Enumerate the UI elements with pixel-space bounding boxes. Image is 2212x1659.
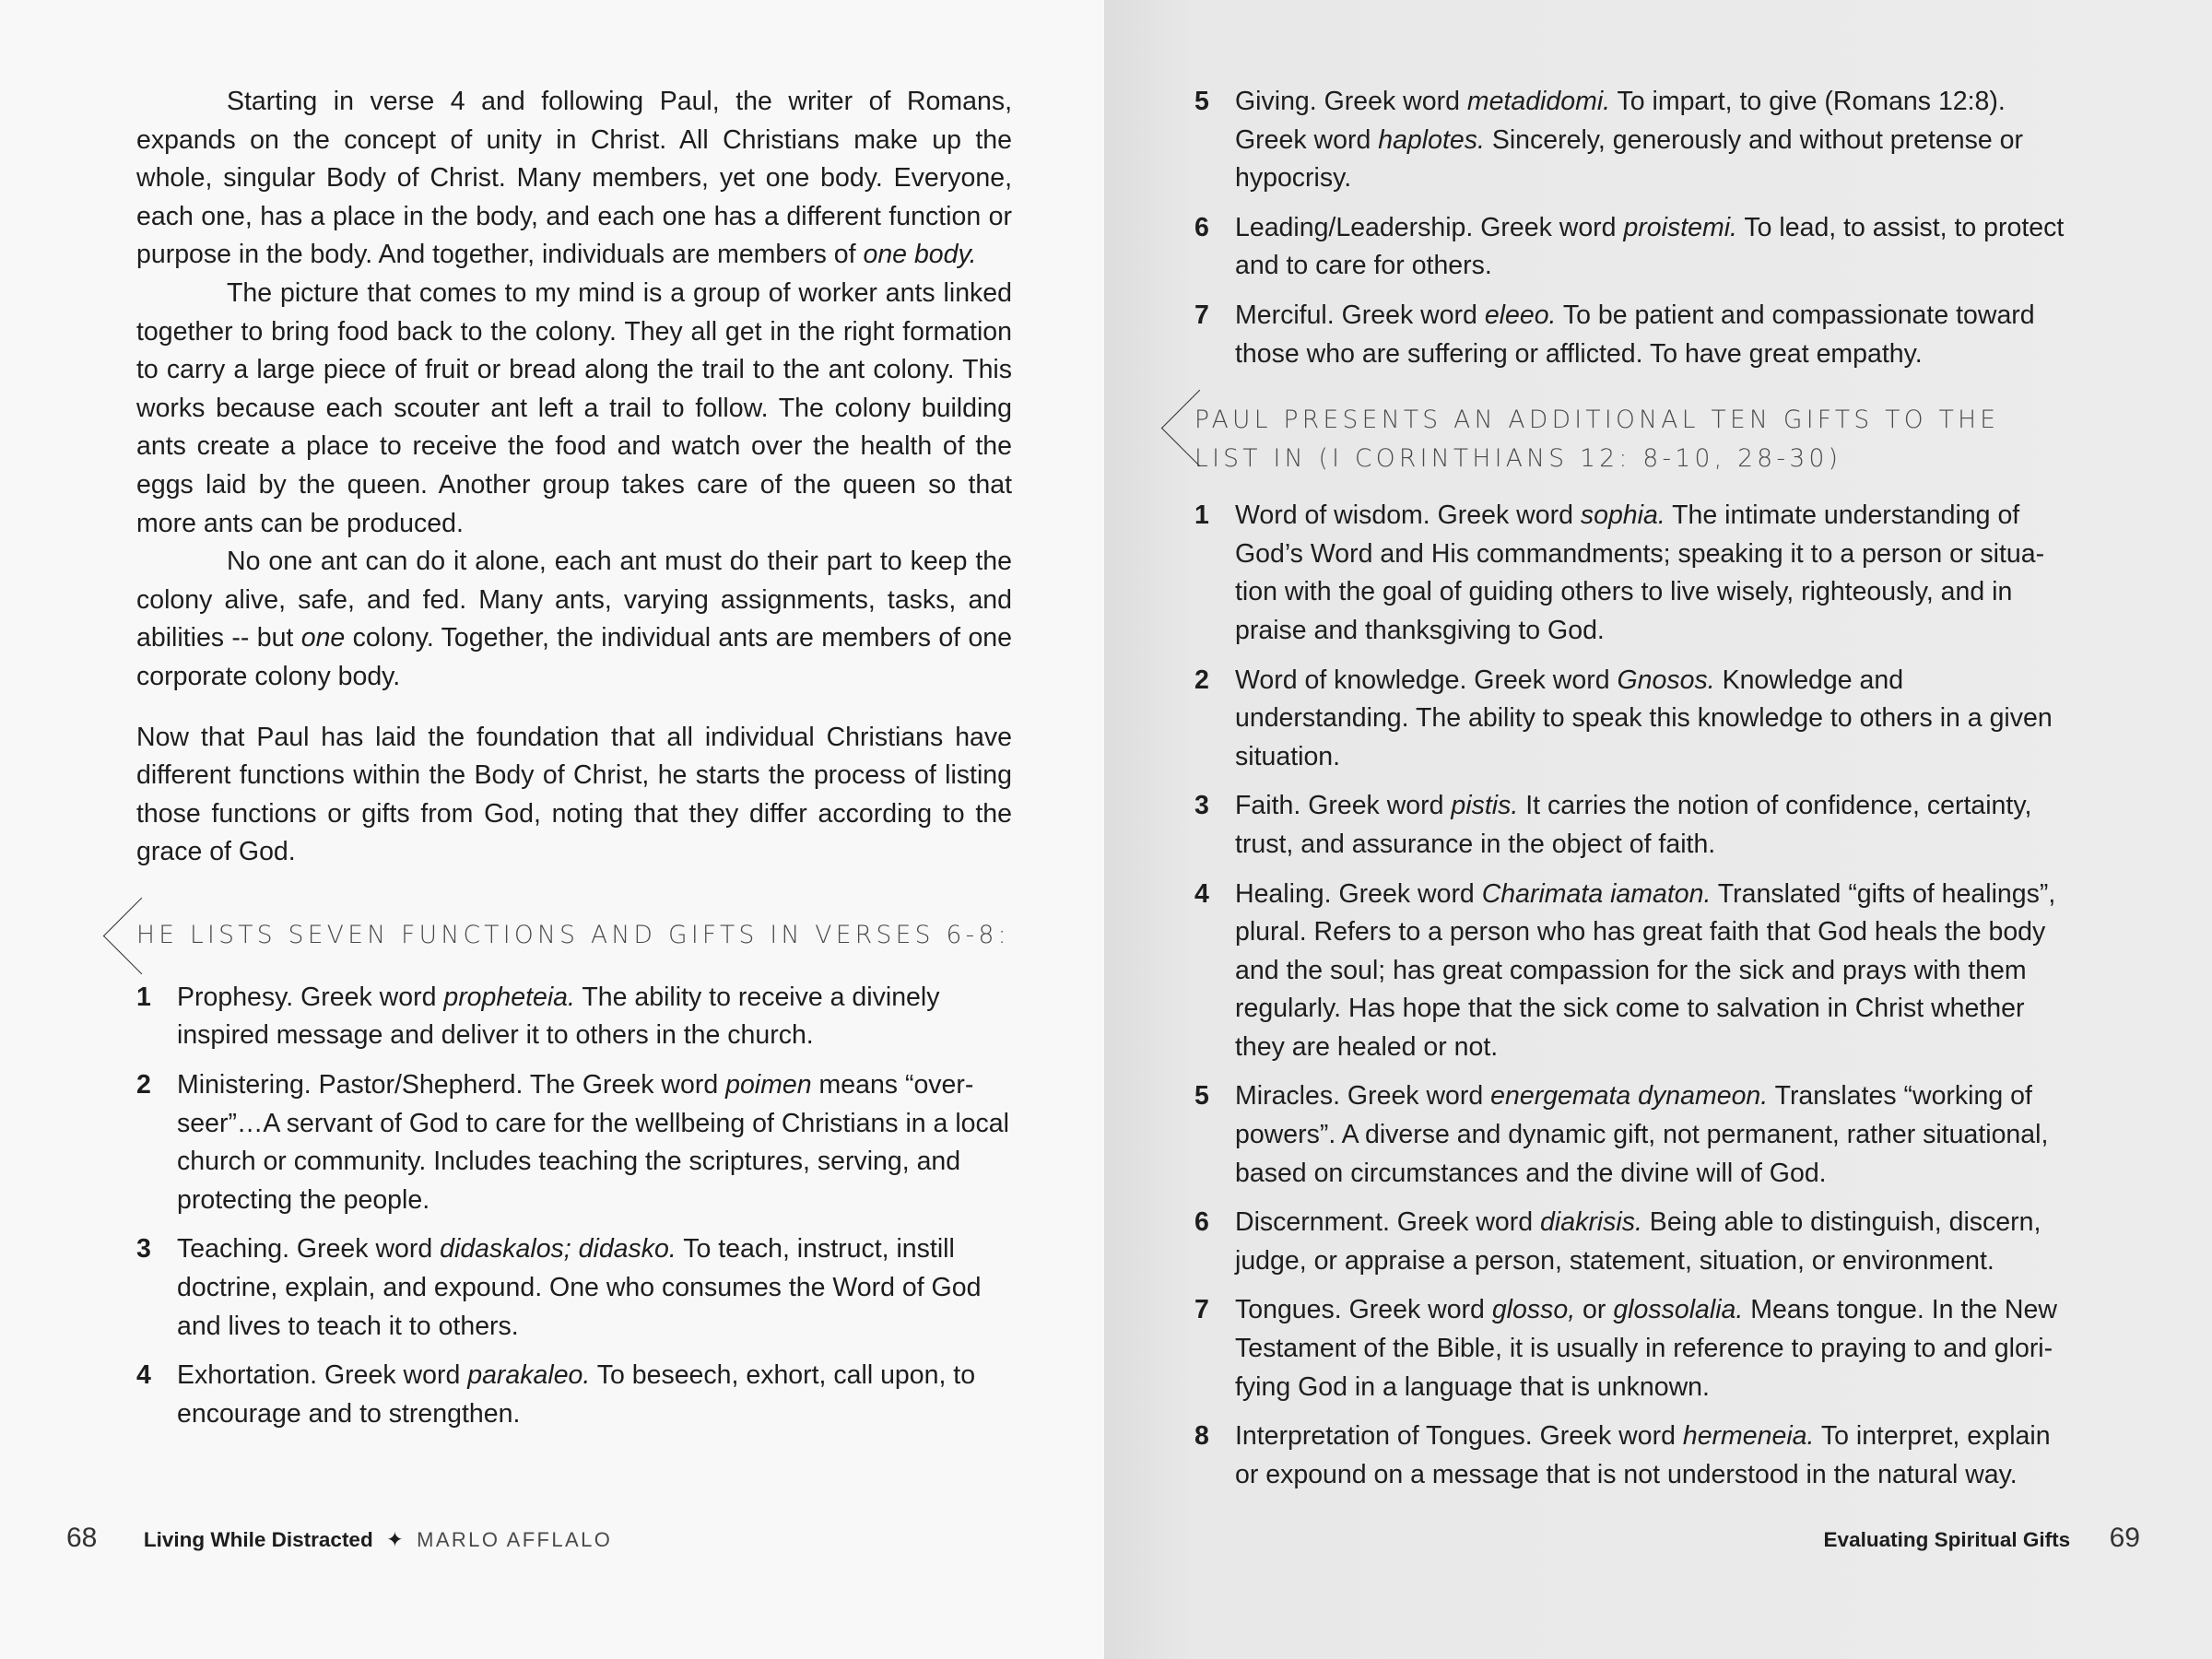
list-item: 4 Healing. Greek word Charimata iamaton. Translated “gifts of healings”, plural. Refers to a person who has great faith that God heals the body and the soul; has great compassion for the sick and prays with them regularly. Has hope that the sick come to salvation in Christ whether they are healed or not. [1194,876,2070,1067]
list-item: 6 Leading/Leadership. Greek word proistemi. To lead, to assist, to protect and to care for others. [1194,209,2070,286]
right-page [1104,0,2212,1659]
item-number: 1 [136,982,151,1012]
item-number: 8 [1194,1421,1209,1452]
item-number: 7 [1194,300,1209,330]
left-footer [66,1523,612,1556]
list-item: 1 Prophesy. Greek word propheteia. The ability to receive a divinely inspired message and deliver it to others in the church. [136,979,1012,1055]
diamond-ornament-icon [103,898,180,974]
additional-gift-list [1194,497,2070,1494]
section-heading [136,916,1012,955]
page-number: 69 [2109,1523,2140,1553]
item-number: 2 [1194,665,1209,695]
section-heading [1194,401,2070,478]
chapter-title: Evaluating Spiritual Gifts [1823,1528,2071,1551]
list-item: 3 Faith. Greek word pistis. It carries the notion of confidence, certainty, trust, and assurance in the object of faith. [1194,787,2070,864]
item-number: 6 [1194,212,1209,242]
item-number: 6 [1194,1207,1209,1238]
paragraph: The picture that comes to my mind is a group of worker ants linked together to bring food back to the colony. They all get in the right formation to carry a large piece of fruit or bread along the trail to the ant colony. This works because each scouter ant left a trail to follow. The colony building ants create a place to receive the food and watch over the health of the eggs laid by the queen. Another group takes care of the queen so that more ants can be produced. [136,277,1012,538]
list-item: 6 Discernment. Greek word diakrisis. Being able to distinguish, discern, judge, or appraise a person, statement, situation, or environment. [1194,1204,2070,1280]
left-page [0,0,1104,1659]
left-text-column [136,83,1012,1444]
item-number: 7 [1194,1295,1209,1325]
item-number: 5 [1194,87,1209,116]
list-item: 7 Merciful. Greek word eleeo. To be patient and compassionate toward those who are suffering or afflicted. To have great empathy. [1194,297,2070,373]
item-number: 3 [1194,791,1209,821]
heading-text: HE LISTS SEVEN FUNCTIONS AND GIFTS IN VERSES 6-8: [136,920,1010,949]
paragraph: No one ant can do it alone, each ant must do their part to keep the colony alive, safe, and fed. Many ants, varying assignments, tasks, and abilities -- but one colony. Together, the individual ants are members of one corporate colony body. [136,547,1012,691]
right-footer [1824,1523,2140,1556]
item-number: 4 [136,1360,151,1391]
page-number: 68 [66,1523,98,1553]
list-item: 4 Exhortation. Greek word parakaleo. To beseech, exhort, call upon, to encourage and to strengthen. [136,1357,1012,1433]
heading-text: PAUL PRESENTS AN ADDITIONAL TEN GIFTS TO THE LIST IN (I CORINTHIANS 12: 8-10, 28-30) [1194,406,2000,474]
list-item: 5 Giving. Greek word metadidomi. To impart, to give (Romans 12:8). Greek word haplotes. Sincerely, generously and without pretense or hypocrisy. [1194,83,2070,198]
list-item: 5 Miracles. Greek word energemata dynameon. Translates “working of powers”. A diverse and dynamic gift, not permanent, rather situational, based on circumstances and the divine will of God. [1194,1077,2070,1193]
item-number: 5 [1194,1081,1209,1112]
author-name: MARLO AFFLALO [417,1528,613,1551]
paragraph: Now that Paul has laid the foundation that all individual Christians have different functions within the Body of Christ, he starts the process of listing those functions or gifts from God, noting that they differ according to the grace of God. [136,722,1012,867]
gift-list [136,979,1012,1434]
list-item: 3 Teaching. Greek word didaskalos; didasko. To teach, instruct, instill doctrine, explain, and expound. One who consumes the Word of God and lives to teach it to others. [136,1230,1012,1346]
list-item: 7 Tongues. Greek word glosso, or glossolalia. Means tongue. In the New Testament of the Bible, it is usually in reference to praying to and glori-fying God in a language that is unknown. [1194,1291,2070,1406]
gift-list-continued [1194,83,2070,373]
list-item: 1 Word of wisdom. Greek word sophia. The intimate understanding of God’s Word and His commandments; speaking it to a person or situa-tion with the goal of guiding others to live wisely, righteously, and in praise and thanksgiving to God. [1194,497,2070,650]
item-number: 3 [136,1234,151,1265]
separator-icon: ✦ [385,1528,404,1551]
paragraph: Starting in verse 4 and following Paul, the writer of Romans, expands on the concept of unity in Christ. All Christians make up the whole, singular Body of Christ. Many members, yet one body. Everyone, each one, has a place in the body, and each one has a different function or purpose in the body. And together, individuals are members of one body. [136,87,1012,270]
item-number: 4 [1194,878,1209,909]
item-number: 2 [136,1070,151,1100]
right-text-column [1194,83,2070,1505]
item-number: 1 [1194,500,1209,531]
book-title: Living While Distracted [143,1528,373,1551]
list-item: 2 Ministering. Pastor/Shepherd. The Greek word poimen means “over-seer”…A servant of God to care for the wellbeing of Christians in a local church or community. Includes teaching the scriptures, serving, and protecting the people. [136,1066,1012,1219]
list-item: 2 Word of knowledge. Greek word Gnosos. Knowledge and understanding. The ability to speak this knowledge to others in a given situation. [1194,662,2070,777]
list-item: 8 Interpretation of Tongues. Greek word hermeneia. To interpret, explain or expound on a message that is not understood in the natural way. [1194,1418,2070,1494]
